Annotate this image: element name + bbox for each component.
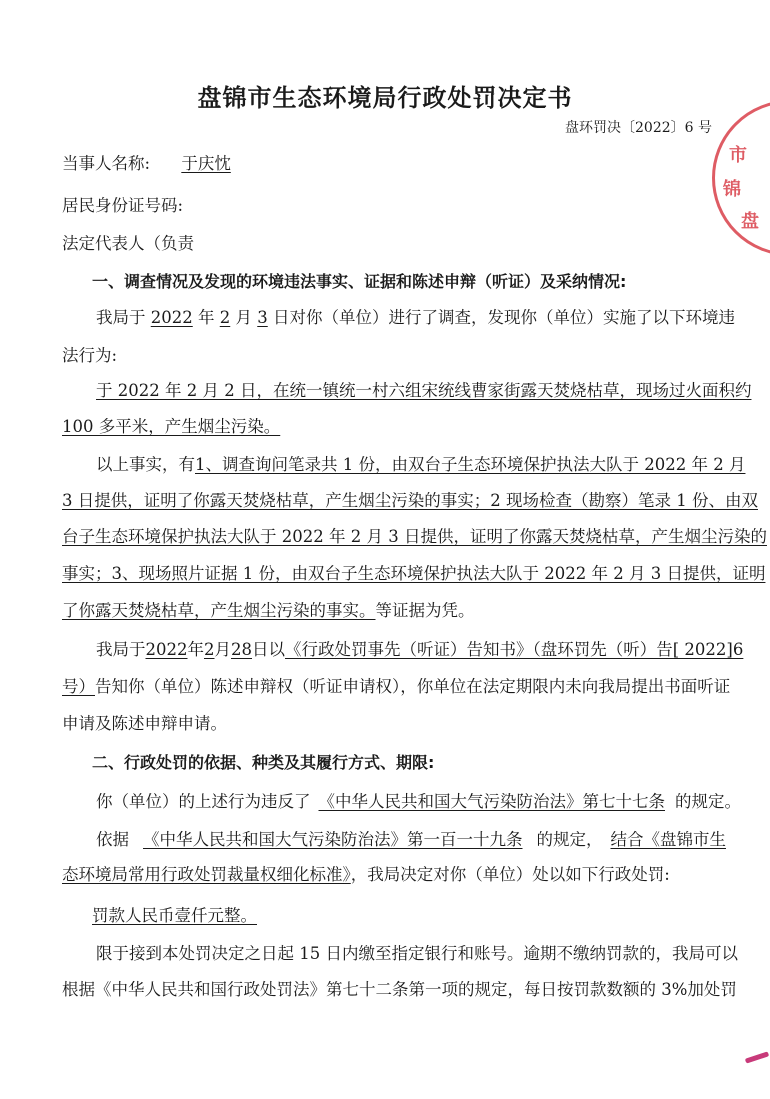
violated-law: 《中华人民共和国大气污染防治法》第七十七条 (318, 792, 665, 811)
basis-law-line: 依据 《中华人民共和国大气污染防治法》第一百一十九条 的规定， 结合《盘锦市生 (96, 830, 726, 849)
seal-char: 锦 (723, 179, 741, 200)
evidence-line: 以上事实，有1、调查询问笔录共 1 份，由双台子生态环境保护执法大队于 2022 年 2 月 (96, 455, 746, 474)
party-name-row (62, 150, 257, 174)
discretion-standard: 结合《盘锦市生 (610, 830, 726, 849)
section1-heading: 一、调查情况及发现的环境违法事实、证据和陈述申辩（听证）及采纳情况: (92, 272, 627, 291)
legal-rep-label: 法定代表人（负责 (62, 234, 194, 253)
pen-mark (745, 1051, 769, 1063)
official-seal (712, 100, 770, 256)
investigation-paragraph: 我局于 2022 年 2 月 3 日对你（单位）进行了调查，发现你（单位）实施了以下环境违 (96, 308, 735, 327)
notice-paragraph-line3: 申请及陈述申辩申请。 (62, 714, 227, 733)
evidence-line: 事实；3、现场照片证据 1 份，由双台子生态环境保护执法大队于 2022 年 2 月 3 日提供，证明 (62, 564, 766, 583)
penalty-amount: 罚款人民币壹仟元整。 (92, 906, 257, 925)
notice-paragraph-line2: 号）告知你（单位）陈述申辩权（听证申请权），你单位在法定期限内未向我局提出书面听证 (62, 677, 731, 696)
notice-document-ref: 《行政处罚事先（听证）告知书》（盘环罚先（听）告[ 2022]6 (285, 640, 744, 659)
party-name-label: 当事人名称: (62, 154, 151, 173)
notice-paragraph: 我局于2022年2月28日以《行政处罚事先（听证）告知书》（盘环罚先（听）告[ 2022]6 (96, 640, 744, 659)
seal-char: 市 (729, 145, 747, 166)
party-name-value: 于庆忱 (181, 154, 231, 173)
violation-law-line: 你（单位）的上述行为违反了 《中华人民共和国大气污染防治法》第七十七条 的规定。 (96, 792, 741, 811)
evidence-line: 台子生态环境保护执法大队于 2022 年 2 月 3 日提供，证明了你露天焚烧枯草，产生烟尘污染的 (62, 527, 767, 546)
document-number: 盘环罚决〔2022〕6 号 (565, 120, 712, 136)
payment-line: 根据《中华人民共和国行政处罚法》第七十二条第一项的规定，每日按罚款数额的 3%加处罚 (62, 980, 737, 999)
payment-line: 限于接到本处罚决定之日起 15 日内缴至指定银行和账号。逾期不缴纳罚款的，我局可以 (96, 944, 738, 963)
violation-fact-line: 100 多平米，产生烟尘污染。 (62, 417, 281, 436)
basis-law-line2: 态环境局常用行政处罚裁量权细化标准》，我局决定对你（单位）处以如下行政处罚: (62, 865, 670, 884)
basis-law: 《中华人民共和国大气污染防治法》第一百一十九条 (143, 830, 523, 849)
investigation-month: 2 (219, 308, 231, 327)
seal-char: 盘 (741, 211, 759, 232)
section2-heading: 二、行政处罚的依据、种类及其履行方式、期限: (92, 753, 435, 772)
investigation-year: 2022 (150, 308, 193, 327)
evidence-line: 了你露天焚烧枯草，产生烟尘污染的事实。等证据为凭。 (62, 601, 475, 620)
violation-fact-line: 于 2022 年 2 月 2 日，在统一镇统一村六组宋统线曹家街露天焚烧枯草，现场过火面积约 (96, 381, 752, 400)
investigation-paragraph-line2: 法行为: (62, 346, 118, 365)
id-number-label: 居民身份证号码: (62, 196, 184, 215)
evidence-line: 3 日提供，证明了你露天焚烧枯草，产生烟尘污染的事实；2 现场检查（勘察）笔录 1 份、由双 (62, 491, 758, 510)
investigation-day: 3 (257, 308, 268, 327)
document-title: 盘锦市生态环境局行政处罚决定书 (197, 84, 573, 112)
